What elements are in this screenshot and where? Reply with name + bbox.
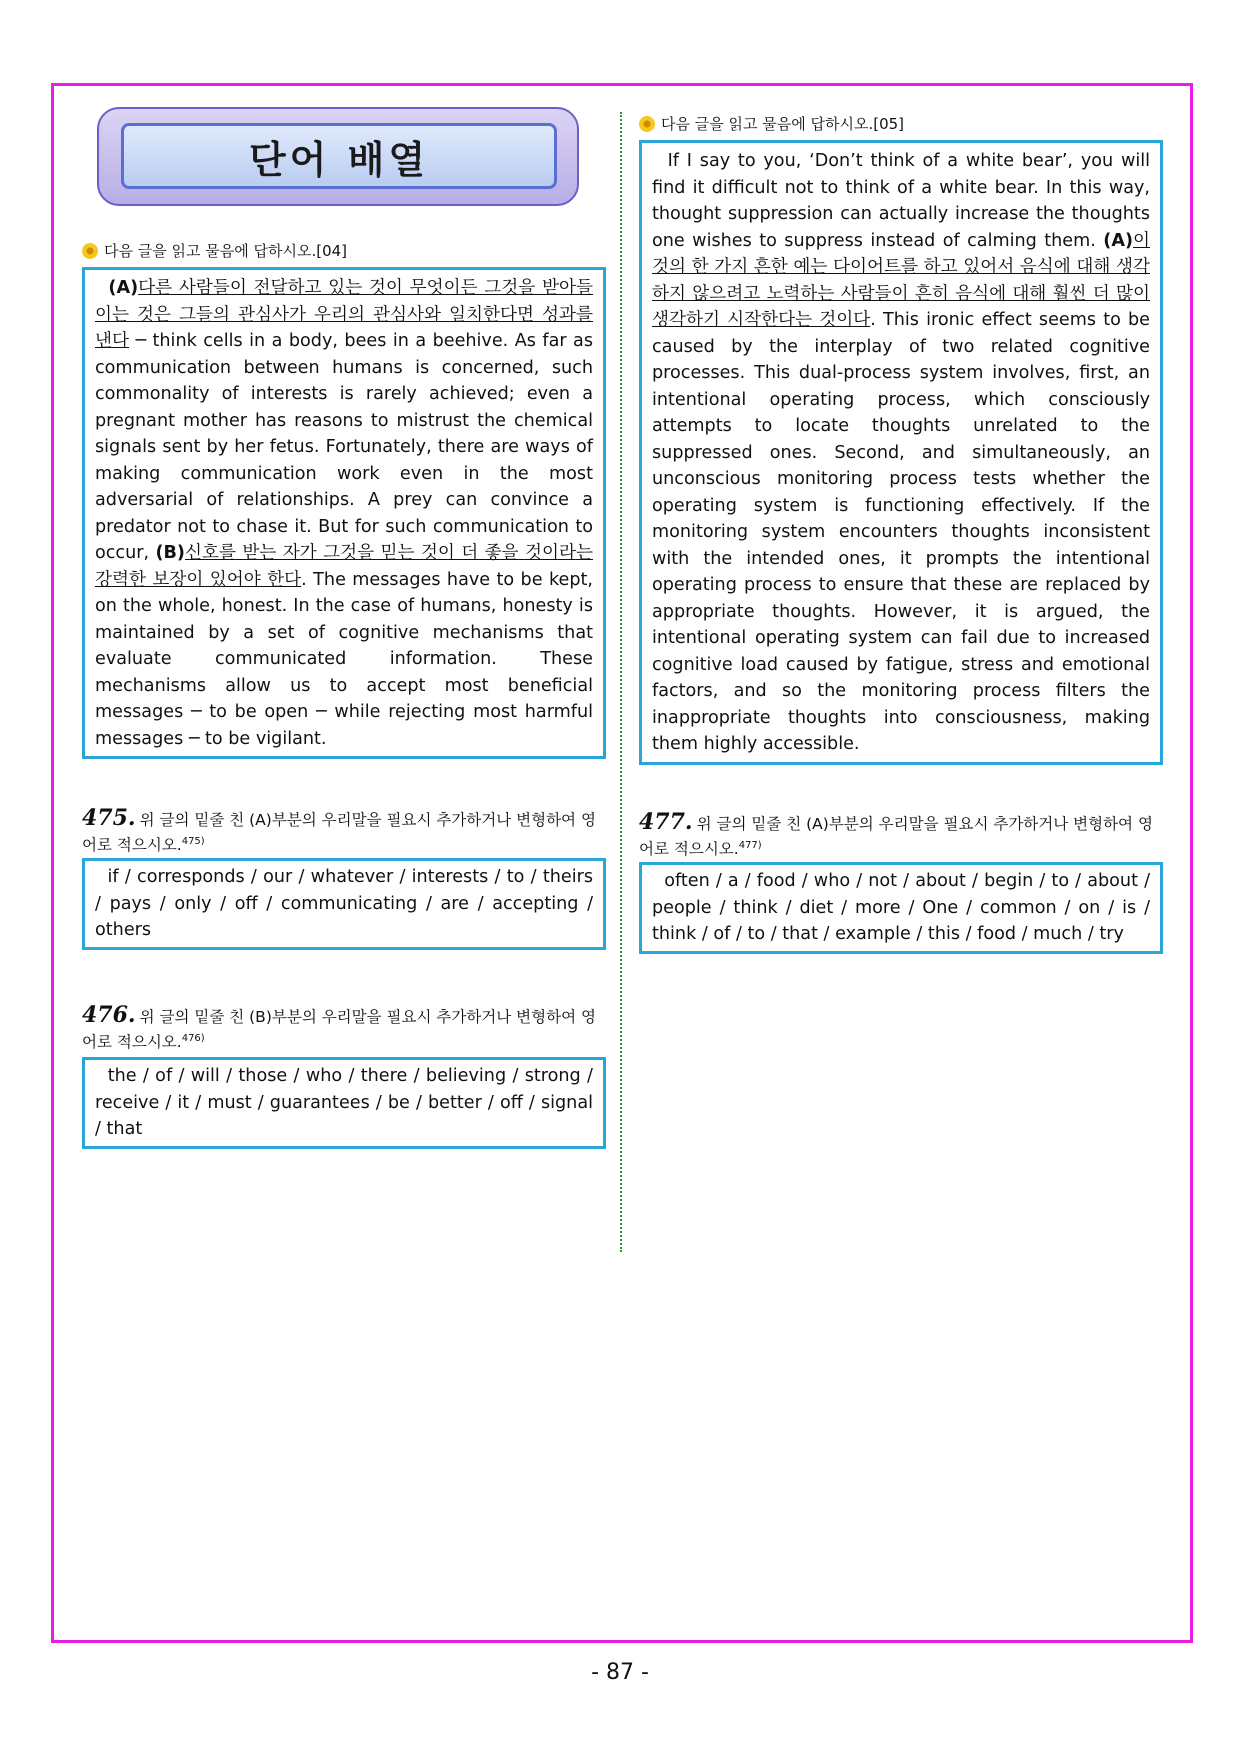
word-box-476 <box>82 1057 606 1149</box>
question-477-text: 위 글의 밑줄 친 (A)부분의 우리말을 필요시 추가하거나 변형하여 영어로 적으시오. <box>639 815 1153 859</box>
question-475-note: 475) <box>181 836 205 847</box>
instruction-04-text: 다음 글을 읽고 물음에 답하시오.[04] <box>104 242 348 260</box>
instruction-05-text: 다음 글을 읽고 물음에 답하시오.[05] <box>661 115 905 133</box>
question-477 <box>639 809 1163 860</box>
passage-04 <box>82 267 606 759</box>
question-476-text: 위 글의 밑줄 친 (B)부분의 우리말을 필요시 추가하거나 변형하여 영어로 적으시오. <box>82 1008 596 1052</box>
marker-a: (A) <box>108 278 139 298</box>
question-475-text: 위 글의 밑줄 친 (A)부분의 우리말을 필요시 추가하거나 변형하여 영어로 적으시오. <box>82 811 596 855</box>
question-476-note: 476) <box>181 1033 205 1044</box>
marker-b: (B) <box>155 543 185 563</box>
column-divider <box>620 112 622 1252</box>
word-box-477-words: often / a / food / who / not / about / begin / to / about / people / think / diet / more / One / common / on / is / think / of / to / that / example / this / food / much / try <box>652 871 1151 944</box>
question-476-number: 476. <box>82 1002 136 1028</box>
flower-icon <box>639 116 655 132</box>
passage-04-text2: . The messages have to be kept, on the whole, honest. In the case of humans, honesty is maintained by a set of cognitive mechanisms that evaluate communicated information. These mechanisms allow us to accept most beneficial messages ─ to be open ─ while rejecting most harmful messages ─ to be vigilant. <box>95 569 593 749</box>
page-number: - 87 - <box>591 1660 649 1685</box>
instruction-05 <box>639 113 904 134</box>
word-box-475 <box>82 858 606 950</box>
word-box-477 <box>639 862 1163 954</box>
question-477-number: 477. <box>639 809 693 835</box>
flower-icon <box>82 243 98 259</box>
question-475-number: 475. <box>82 805 136 831</box>
title-banner <box>97 107 579 206</box>
title-banner-inner <box>121 123 557 189</box>
underlined-a: 다른 사람들이 전달하고 있는 것이 무엇이든 그것을 받아들이는 것은 그들의 관심사가 우리의 관심사와 일치한다면 성과를 낸다 <box>95 278 593 351</box>
passage-04-text1: ─ think cells in a body, bees in a beehive. As far as communication between humans is concerned, such commonality of interests is rarely achieved; even a pregnant mother has reasons to mistrust the chemical signals sent by her fetus. Fortunately, there are ways of making communication work even in the most adversarial of relationships. A prey can convince a predator not to chase it. But for such communication to occur, <box>95 331 593 563</box>
passage-05 <box>639 140 1163 765</box>
word-box-476-words: the / of / will / those / who / there / believing / strong / receive / it / must / guarantees / be / better / off / signal / that <box>95 1066 593 1139</box>
word-box-475-words: if / corresponds / our / whatever / interests / to / theirs / pays / only / off / communicating / are / accepting / others <box>95 867 593 940</box>
question-476 <box>82 1002 606 1053</box>
underlined-b: 신호를 받는 자가 그것을 믿는 것이 더 좋을 것이라는 강력한 보장이 있어야 한다 <box>95 543 593 590</box>
passage-05-text2: . This ironic effect seems to be caused by the interplay of two related cognitive processes. This dual-process system involves, first, an intentional operating process, which consciously attempts to locate thoughts unrelated to the suppressed ones. Second, and simultaneously, an unconscious monitoring process tests whether the operating system is functioning effectively. If the monitoring system encounters thoughts inconsistent with the intended ones, it prompts the intentional operating process to ensure that these are replaced by appropriate thoughts. However, it is argued, the intentional operating system can fail due to increased cognitive load caused by fatigue, stress and emotional factors, and so the monitoring process filters the inappropriate thoughts into consciousness, making them highly accessible. <box>652 310 1150 754</box>
page-title: 단어 배열 <box>248 137 430 182</box>
passage-05-text1: If I say to you, ‘Don’t think of a white bear’, you will find it difficult not to think of a white bear. In this way, thought suppression can actually increase the thoughts one wishes to suppress instead of calming them. <box>652 151 1150 251</box>
question-475 <box>82 805 606 856</box>
marker-a: (A) <box>1103 230 1133 251</box>
underlined-a: 이것의 한 가지 흔한 예는 다이어트를 하고 있어서 음식에 대해 생각하지 않으려고 노력하는 사람들이 흔히 음식에 대해 훨씬 더 많이 생각하기 시작한다는 것이다 <box>652 230 1150 330</box>
instruction-04 <box>82 240 347 261</box>
question-477-note: 477) <box>738 840 762 851</box>
